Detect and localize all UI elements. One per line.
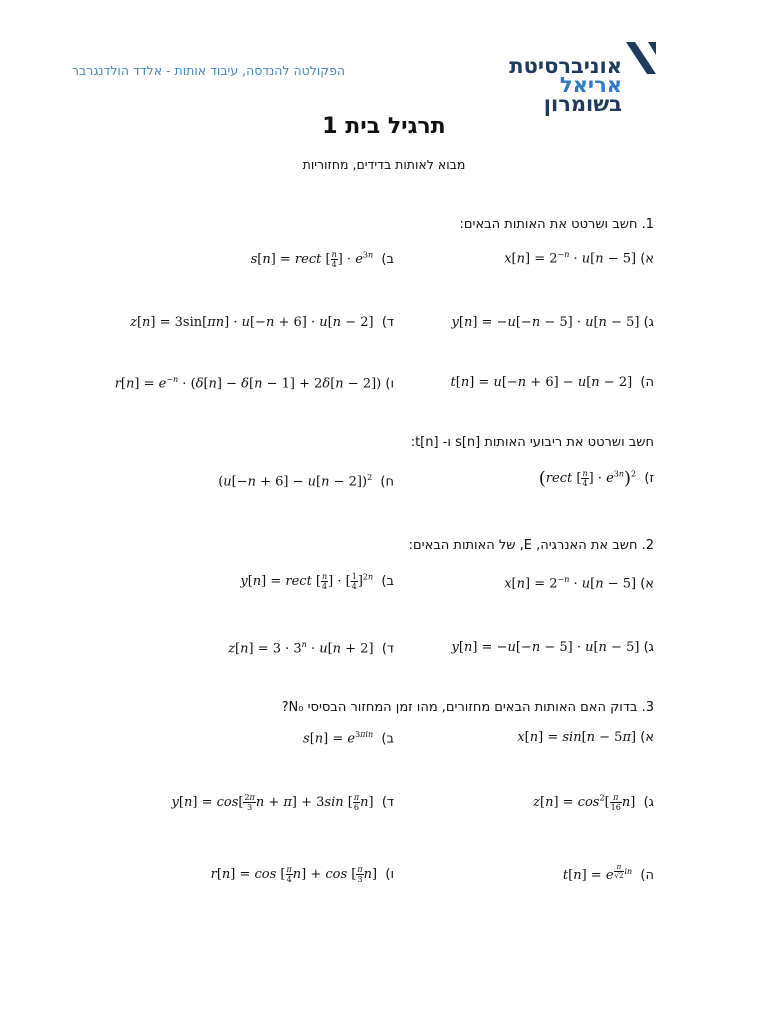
q1-label-h: (ח	[380, 474, 394, 490]
q3-label-a: (א	[640, 730, 654, 745]
q3-item-d: y[n] = cos[ $\frac{2\pi}{3}$ n + π] + 3sin [ $\frac{\pi}{6}$ n] (ד	[171, 793, 394, 812]
q1-subheading: חשב ושרטט את ריבועי האותות s[n] ו- t[n]:	[410, 435, 654, 450]
q2-label-a: (א	[640, 576, 654, 592]
logo-mark-icon	[626, 42, 656, 74]
q3-label-d: (ד	[381, 795, 394, 810]
q3-item-f: r[n] = cos [ $\frac{\pi}{4}$ n] + cos [ $\frac{\pi}{3}$ n] (ו	[210, 865, 394, 884]
q3-label-b: (ב	[381, 731, 394, 747]
q1-label-g: (ז	[644, 471, 654, 486]
q3-item-a: x[n] = sin[n − 5π] (א	[517, 730, 654, 745]
q1-item-b: s[n] = rect [ $\frac{n}{4}$ ] · $e^{3n}$ (ב	[250, 250, 394, 269]
q2-item-a: $x[n] = 2^{-n} \cdot u[n - 5]$ (א	[504, 575, 654, 592]
q1-label-d: (ד	[381, 315, 394, 330]
q1-item-g: (rect [ $\frac{n}{4}$ ] · $e^{3n})^2$ (ז	[538, 468, 654, 489]
q2-heading: 2. חשב את האנרגיה, E, של האותות הבאים:	[408, 538, 654, 553]
q1-item-c: y[n] = −u[−n − 5] · u[n − 5] (ג	[451, 315, 654, 330]
university-logo	[509, 38, 656, 116]
q1-item-d: z[n] = 3sin[πn] · u[−n + 6] · u[n − 2] (ד	[130, 315, 394, 330]
q2-item-c: y[n] = −u[−n − 5] · u[n − 5] (ג	[451, 640, 654, 655]
q2-item-d: $z[n] = 3 \cdot 3^n \cdot u[n + 2]$ (ד	[228, 640, 394, 657]
q2-label-b: (ב	[381, 574, 394, 589]
q3-heading: 3. בדוק האם האותות הבאים מחזורים, מהו זמן המחזור הבסיסי N₀?	[281, 700, 654, 715]
q1-label-c: (ג	[643, 315, 654, 330]
q2-label-d: (ד	[381, 641, 394, 657]
faculty-header: הפקולטה להנדסה, עיבוד אותות - אלדד הולדנגרבר	[72, 63, 346, 78]
q2-item-b: y[n] = rect [ $\frac{n}{4}$ ] · [ $\frac{1}{4}$ ]$^{2n}$ (ב	[240, 572, 394, 591]
q1-heading: 1. חשב ושרטט את האותות הבאים:	[459, 217, 654, 232]
q3-item-b: $s[n] = e^{3\pi in}$ (ב	[303, 730, 394, 747]
q3-label-e: (ה	[640, 867, 654, 883]
q1-label-f: (ו	[385, 376, 394, 392]
q3-item-e: t[n] = e $^{\frac{\pi}{√2} in}$ (ה	[562, 863, 654, 883]
q1-item-h: $(u[-n + 6] - u[n - 2])^2$ (ח	[218, 473, 394, 490]
q3-label-c: (ג	[643, 795, 654, 810]
q1-item-e: t[n] = u[−n + 6] − u[n − 2] (ה	[450, 375, 654, 390]
q1-label-a: (א	[640, 251, 654, 267]
q2-label-c: (ג	[643, 640, 654, 655]
logo-line-2: אריאל	[559, 73, 622, 97]
logo-line-3: בשומרון	[543, 92, 622, 116]
q3-item-c: $z[n] = \cos^2$[ $\frac{\pi}{16}$ n] (ג	[533, 793, 654, 812]
q1-label-b: (ב	[381, 252, 394, 267]
q3-label-f: (ו	[385, 867, 394, 882]
q1-item-a: $x[n] = 2^{-n} \cdot u[n - 5]$ (א	[504, 250, 654, 267]
q1-item-f: $r[n] = e^{-n} \cdot (\delta[n] - \delta[n - 1] + 2\delta[n - 2])$ (ו	[114, 375, 394, 392]
logo-line-1: אוניברסיטת	[509, 54, 622, 78]
q1-label-e: (ה	[640, 375, 654, 390]
page-subtitle: מבוא לאותות בדידים, מחזוריות	[302, 157, 466, 172]
page-title: תרגיל בית 1	[322, 114, 446, 139]
